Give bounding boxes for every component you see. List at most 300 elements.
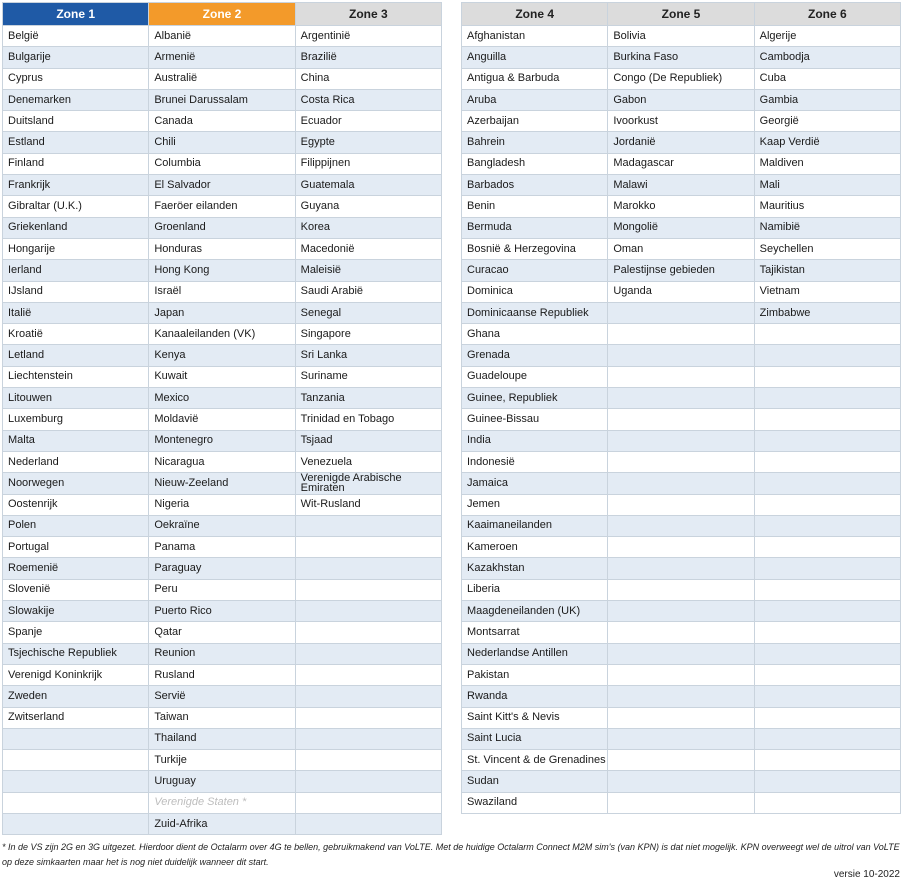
zone2-cell: Servië [149,686,295,707]
zone1-cell: Finland [3,153,149,174]
zone4-cell: Dominica [462,281,608,302]
zone5-cell [608,792,754,813]
zone1-cell: Oostenrijk [3,494,149,515]
zone1-cell: Zwitserland [3,707,149,728]
table-row [462,345,901,366]
zone3-cell: Maleisië [295,260,441,281]
zone4-cell: Bahrein [462,132,608,153]
zone6-cell [754,664,900,685]
zone5-cell: Uganda [608,281,754,302]
zone3-cell [295,601,441,622]
table-row [3,281,442,302]
zone5-cell: Marokko [608,196,754,217]
zone3-cell: Venezuela [295,451,441,472]
zone4-cell: Curacao [462,260,608,281]
zone2-cell: Verenigde Staten * [149,792,295,813]
table-row [3,643,442,664]
zone2-cell: Panama [149,537,295,558]
zone6-cell [754,451,900,472]
zone4-cell: Bangladesh [462,153,608,174]
zone1-cell: Roemenië [3,558,149,579]
zone6-cell [754,515,900,536]
zone4-cell: Anguilla [462,47,608,68]
zone2-cell: Faeröer eilanden [149,196,295,217]
zone6-cell: Seychellen [754,238,900,259]
table-row [3,430,442,451]
zone4-cell: Jamaica [462,473,608,494]
zone2-cell: Kanaaleilanden (VK) [149,324,295,345]
zone6-header: Zone 6 [754,3,900,26]
zone3-cell [295,664,441,685]
zone4-cell: Indonesië [462,451,608,472]
zone5-cell [608,473,754,494]
zone2-cell: Groenland [149,217,295,238]
table-row [3,153,442,174]
zone3-cell: Senegal [295,302,441,323]
zone3-cell [295,643,441,664]
zone3-cell: Tanzania [295,388,441,409]
zone6-cell [754,558,900,579]
zone3-cell: Brazilië [295,47,441,68]
table-row [3,302,442,323]
zone1-cell: Cyprus [3,68,149,89]
zone5-cell [608,430,754,451]
zone4-cell: Maagdeneilanden (UK) [462,601,608,622]
zone3-cell: Korea [295,217,441,238]
zone5-cell [608,558,754,579]
table-row [3,196,442,217]
zone3-cell [295,728,441,749]
table-row [462,494,901,515]
version-label: versie 10-2022 [833,869,900,880]
zone3-cell: Verenigde Arabische Emiraten [295,473,441,494]
zone1-cell: Hongarije [3,238,149,259]
zone1-cell: Verenigd Koninkrijk [3,664,149,685]
table-row [3,324,442,345]
zone6-cell: Mali [754,175,900,196]
zone6-cell: Tajikistan [754,260,900,281]
zone3-cell [295,686,441,707]
zone5-cell [608,302,754,323]
table-row [3,260,442,281]
zone4-cell: Swaziland [462,792,608,813]
zone4-cell: Bosnië & Herzegovina [462,238,608,259]
zone5-cell: Oman [608,238,754,259]
zone1-cell: Liechtenstein [3,366,149,387]
table-row [462,771,901,792]
zone4-cell: Kazakhstan [462,558,608,579]
zone6-cell: Georgië [754,111,900,132]
table-row [462,302,901,323]
zone2-cell: Paraguay [149,558,295,579]
zone5-cell [608,686,754,707]
zone6-cell [754,750,900,771]
table-row [3,89,442,110]
table-row [3,728,442,749]
zone5-cell: Jordanië [608,132,754,153]
table-row [462,622,901,643]
table-row [3,388,442,409]
zone6-cell [754,771,900,792]
zone4-cell: Saint Lucia [462,728,608,749]
zone3-cell [295,750,441,771]
zone6-cell: Algerije [754,26,900,47]
zone2-cell: Qatar [149,622,295,643]
zone2-cell: Japan [149,302,295,323]
zone4-cell: Afghanistan [462,26,608,47]
zone6-cell [754,686,900,707]
zone2-cell: El Salvador [149,175,295,196]
zone6-cell [754,366,900,387]
table-row [462,68,901,89]
zone2-cell: Uruguay [149,771,295,792]
zone6-cell [754,601,900,622]
zone2-cell: Oekraïne [149,515,295,536]
zones-4-6-table [461,2,901,814]
table-row [3,175,442,196]
zone1-cell [3,771,149,792]
zone1-header: Zone 1 [3,3,149,26]
zone1-cell: IJsland [3,281,149,302]
table-row [462,111,901,132]
table-row [3,579,442,600]
zone1-cell: Duitsland [3,111,149,132]
zone1-cell: Litouwen [3,388,149,409]
zone2-cell: Chili [149,132,295,153]
table-row [462,643,901,664]
zone2-cell: Nigeria [149,494,295,515]
table-row [3,558,442,579]
zone2-cell: Moldavië [149,409,295,430]
zone6-cell [754,494,900,515]
zone5-cell: Madagascar [608,153,754,174]
table-row [462,451,901,472]
zone1-cell: Italië [3,302,149,323]
zone2-cell: Rusland [149,664,295,685]
table-row [462,26,901,47]
zone5-cell [608,345,754,366]
zone6-cell: Vietnam [754,281,900,302]
zone4-header: Zone 4 [462,3,608,26]
zone2-cell: Australië [149,68,295,89]
table-row [462,537,901,558]
table-row [462,153,901,174]
zone1-cell: Kroatië [3,324,149,345]
zone6-cell [754,430,900,451]
zone5-cell [608,451,754,472]
zone4-cell: Antigua & Barbuda [462,68,608,89]
table-row [3,451,442,472]
table-row [3,622,442,643]
zone3-cell: Sri Lanka [295,345,441,366]
zone3-cell [295,707,441,728]
zone6-cell [754,345,900,366]
zone2-header: Zone 2 [149,3,295,26]
zone4-cell: Grenada [462,345,608,366]
zone2-cell: Armenië [149,47,295,68]
zone2-cell: Hong Kong [149,260,295,281]
zone3-cell: Saudi Arabië [295,281,441,302]
table-row [462,558,901,579]
zone6-cell: Cambodja [754,47,900,68]
zone5-cell [608,515,754,536]
zone5-cell [608,771,754,792]
zone5-cell [608,324,754,345]
table-row [462,89,901,110]
zone1-cell [3,750,149,771]
zone6-cell [754,473,900,494]
zone6-cell: Maldiven [754,153,900,174]
zone3-cell [295,792,441,813]
table-row [462,196,901,217]
zone3-cell [295,813,441,834]
zone6-cell [754,707,900,728]
zone5-cell [608,494,754,515]
table-row [462,430,901,451]
zone2-cell: Taiwan [149,707,295,728]
zone4-cell: Guadeloupe [462,366,608,387]
zone5-cell [608,664,754,685]
table-row [3,750,442,771]
zone3-cell [295,515,441,536]
zone1-cell [3,792,149,813]
zone4-cell: Azerbaijan [462,111,608,132]
zone2-cell: Columbia [149,153,295,174]
zone1-cell: Gibraltar (U.K.) [3,196,149,217]
zone3-cell: Singapore [295,324,441,345]
zone5-cell [608,579,754,600]
zone2-cell: Kuwait [149,366,295,387]
zone3-cell [295,771,441,792]
zone5-cell: Palestijnse gebieden [608,260,754,281]
table-row [3,366,442,387]
zone2-cell: Montenegro [149,430,295,451]
zone3-cell: Wit-Rusland [295,494,441,515]
zone2-cell: Peru [149,579,295,600]
zone1-cell: Portugal [3,537,149,558]
zone4-cell: Montsarrat [462,622,608,643]
zone1-cell: Slowakije [3,601,149,622]
table-row [3,664,442,685]
zone6-cell [754,622,900,643]
zone4-cell: Jemen [462,494,608,515]
zone1-cell: Nederland [3,451,149,472]
table-row [462,409,901,430]
zone4-cell: Guinee, Republiek [462,388,608,409]
zone3-cell [295,558,441,579]
table-row [462,728,901,749]
zone4-cell: Rwanda [462,686,608,707]
zone4-cell: Kaaimaneilanden [462,515,608,536]
zone2-cell: Nicaragua [149,451,295,472]
zone3-header: Zone 3 [295,3,441,26]
table-row [462,707,901,728]
table-row [3,26,442,47]
zone5-cell: Congo (De Republiek) [608,68,754,89]
table-row [462,281,901,302]
table-row [462,686,901,707]
zone3-cell: China [295,68,441,89]
zone2-cell: Albanië [149,26,295,47]
zone5-cell [608,537,754,558]
zone5-cell [608,409,754,430]
table-row [3,813,442,834]
zone4-cell: Bermuda [462,217,608,238]
zone2-cell: Zuid-Afrika [149,813,295,834]
zone1-cell: Spanje [3,622,149,643]
zone3-cell: Ecuador [295,111,441,132]
zone4-cell: Dominicaanse Republiek [462,302,608,323]
zone1-cell: Estland [3,132,149,153]
zone5-cell [608,366,754,387]
zone6-cell: Cuba [754,68,900,89]
table-row [462,260,901,281]
zone5-cell [608,622,754,643]
zone4-cell: India [462,430,608,451]
table-row [3,217,442,238]
zone1-cell: Griekenland [3,217,149,238]
zone4-cell: Nederlandse Antillen [462,643,608,664]
table-row [3,792,442,813]
table-row [462,664,901,685]
zone4-cell: Ghana [462,324,608,345]
zone6-cell: Kaap Verdië [754,132,900,153]
footnote: * In de VS zijn 2G en 3G uitgezet. Hierdoor dient de Octalarm over 4G te bellen, gebruikmakend van VoLTE. Met de huidige Octalarm Connect M2M sim's (van KPN) is dat niet mogelijk. KPN overweegt wel de uitrol van VoLTE op deze simkaarten maar het is nog niet duidelijk wanneer dit start. [2,842,900,867]
zone3-cell: Egypte [295,132,441,153]
zone5-cell [608,728,754,749]
zone2-cell: Kenya [149,345,295,366]
table-row [462,792,901,813]
table-row [3,132,442,153]
zone6-cell [754,409,900,430]
zone4-cell: Benin [462,196,608,217]
zone1-cell: Letland [3,345,149,366]
table-row [462,132,901,153]
table-row [3,515,442,536]
zone6-cell [754,388,900,409]
table-row [462,47,901,68]
zone6-cell: Namibië [754,217,900,238]
table-row [462,388,901,409]
zone3-cell: Macedonië [295,238,441,259]
table-row [462,750,901,771]
table-row [3,707,442,728]
zone2-cell: Canada [149,111,295,132]
zone3-cell: Argentinië [295,26,441,47]
zone2-cell: Israël [149,281,295,302]
zone6-cell: Zimbabwe [754,302,900,323]
zone3-cell: Costa Rica [295,89,441,110]
zone2-cell: Nieuw-Zeeland [149,473,295,494]
zone2-cell: Thailand [149,728,295,749]
zone1-cell: Luxemburg [3,409,149,430]
zone6-cell [754,728,900,749]
zone5-cell [608,643,754,664]
zone1-cell [3,813,149,834]
table-row [462,175,901,196]
zone5-cell: Bolivia [608,26,754,47]
zone5-cell [608,750,754,771]
zones-1-3-table [2,2,442,835]
zone5-cell [608,707,754,728]
zone2-cell: Turkije [149,750,295,771]
table-row [462,515,901,536]
zone3-cell: Filippijnen [295,153,441,174]
table-row [462,579,901,600]
zone3-cell: Guatemala [295,175,441,196]
zone4-cell: Pakistan [462,664,608,685]
zone3-cell: Guyana [295,196,441,217]
table-row [3,537,442,558]
zone4-cell: Barbados [462,175,608,196]
zone5-cell [608,388,754,409]
zone2-cell: Puerto Rico [149,601,295,622]
zone1-cell: Tsjechische Republiek [3,643,149,664]
zone1-cell: Ierland [3,260,149,281]
zone1-cell [3,728,149,749]
zone4-cell: Kameroen [462,537,608,558]
table-row [3,771,442,792]
table-row [3,68,442,89]
zone6-cell [754,324,900,345]
zone1-cell: Malta [3,430,149,451]
table-row [3,409,442,430]
zone5-cell: Burkina Faso [608,47,754,68]
zone5-cell: Ivoorkust [608,111,754,132]
zone1-cell: Noorwegen [3,473,149,494]
zone4-cell: Aruba [462,89,608,110]
zone4-cell: St. Vincent & de Grenadines [462,750,608,771]
zone1-cell: Denemarken [3,89,149,110]
zone5-cell: Mongolië [608,217,754,238]
table-row [3,111,442,132]
zone1-cell: Frankrijk [3,175,149,196]
zone6-cell [754,643,900,664]
zone6-cell [754,792,900,813]
zone3-cell: Trinidad en Tobago [295,409,441,430]
zone2-cell: Reunion [149,643,295,664]
zone2-cell: Mexico [149,388,295,409]
zone3-cell [295,537,441,558]
zone3-cell: Suriname [295,366,441,387]
zone1-cell: België [3,26,149,47]
table-row [462,366,901,387]
zone2-cell: Honduras [149,238,295,259]
zone2-cell: Brunei Darussalam [149,89,295,110]
zone6-cell: Gambia [754,89,900,110]
table-row [462,324,901,345]
table-row [3,686,442,707]
table-row [462,238,901,259]
zone5-cell [608,601,754,622]
zone1-cell: Polen [3,515,149,536]
zone3-cell [295,579,441,600]
table-row [3,601,442,622]
zone3-cell: Tsjaad [295,430,441,451]
zone6-cell: Mauritius [754,196,900,217]
zone5-cell: Gabon [608,89,754,110]
zone4-cell: Sudan [462,771,608,792]
zone1-cell: Bulgarije [3,47,149,68]
table-row [3,238,442,259]
table-row [3,47,442,68]
zone6-cell [754,537,900,558]
zone1-cell: Zweden [3,686,149,707]
table-row [462,217,901,238]
zone4-cell: Liberia [462,579,608,600]
zone4-cell: Guinee-Bissau [462,409,608,430]
zone1-cell: Slovenië [3,579,149,600]
